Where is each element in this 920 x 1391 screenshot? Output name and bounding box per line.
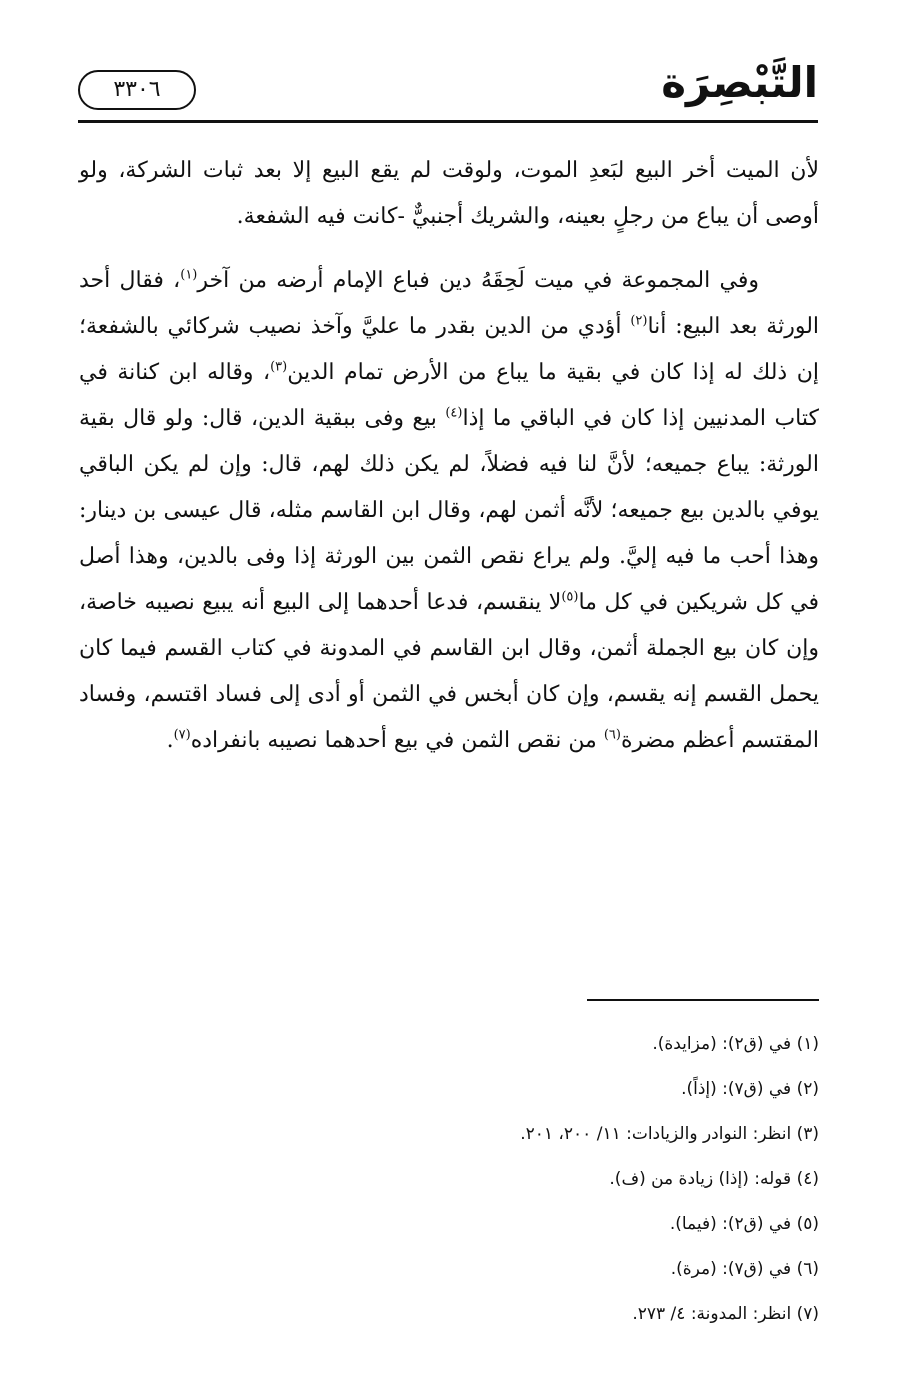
footnote-item: (٥) في (ق٢): (فيما). bbox=[669, 1214, 819, 1234]
footnote-ref-1[interactable]: (١) bbox=[180, 267, 198, 283]
text-segment: بيع وفى ببقية الدين، قال: ولو قال بقية الورثة: يباع جميعه؛ لأنَّ لنا فيه فضلاً، لم يكن ذلك لهم، قال: وإن لم يكن الباقي يوفي بالدين بيع جميعه؛ لأنَّه أثمن لهم، وقال ابن القاسم مثله، قال عيسى بن دينار: وهذا أحب ما فيه إليَّ. ولم يراع نقص الثمن بين الورثة إذا وفى بالدين، وهذا أصل في كل شريكين في كل ما bbox=[79, 406, 819, 615]
text-segment: ، فقال أحد الورثة بعد البيع: أنا bbox=[79, 268, 820, 339]
page-number-badge: ٣٣٠٦ bbox=[78, 70, 196, 110]
footnote-item: (٤) قوله: (إذا) زيادة من (ف). bbox=[609, 1169, 819, 1189]
text-segment: وفي المجموعة في ميت لَحِقَهُ دين فباع الإمام أرضه من آخر bbox=[197, 268, 759, 293]
page-header bbox=[78, 56, 818, 126]
book-title: التَّبْصِرَة bbox=[661, 58, 818, 107]
text-segment: . bbox=[166, 728, 174, 753]
paragraph-2 bbox=[79, 258, 819, 764]
footnote-ref-3[interactable]: (٣) bbox=[270, 359, 288, 375]
text-segment: لا ينقسم، فدعا أحدهما إلى البيع أنه يبيع نصيبه خاصة، وإن كان بيع الجملة أثمن، وقال ابن القاسم في المدونة في كتاب القسم فيما كان يحمل القسم إنه يقسم، وإن كان أبخس في الثمن أو أدى إلى فساد اقتسم، وفساد المقتسم أعظم مضرة bbox=[79, 590, 819, 753]
footnotes-list bbox=[79, 1022, 819, 1337]
footnote-ref-6[interactable]: (٦) bbox=[603, 727, 621, 743]
paragraph-1: لأن الميت أخر البيع لبَعدِ الموت، ولوقت لم يقع البيع إلا بعد ثبات الشركة، ولو أوصى أن يباع من رجلٍ بعينه، والشريك أجنبيٌّ -كانت فيه الشفعة. bbox=[79, 158, 819, 229]
footnote-item: (٣) انظر: النوادر والزيادات: ١١/ ٢٠٠، ٢٠١. bbox=[520, 1124, 819, 1144]
footnote-item: (١) في (ق٢): (مزايدة). bbox=[652, 1034, 819, 1054]
footnote-ref-2[interactable]: (٢) bbox=[630, 313, 648, 329]
footnote-item: (٢) في (ق٧): (إذاً). bbox=[681, 1079, 819, 1099]
footnote-item: (٦) في (ق٧): (مرة). bbox=[670, 1259, 819, 1279]
footnote-divider bbox=[587, 999, 819, 1001]
footnote-ref-4[interactable]: (٤) bbox=[445, 405, 463, 421]
main-text bbox=[79, 148, 819, 782]
text-segment: ، وقاله ابن كنانة في كتاب المدنيين إذا كان في الباقي ما إذا bbox=[79, 360, 820, 431]
footnote-item: (٧) انظر: المدونة: ٤/ ٢٧٣. bbox=[632, 1304, 819, 1324]
header-divider bbox=[78, 120, 818, 123]
text-segment: من نقص الثمن في بيع أحدهما نصيبه بانفراده bbox=[190, 728, 604, 753]
footnote-ref-5[interactable]: (٥) bbox=[561, 589, 579, 605]
text-segment: أؤدي من الدين بقدر ما عليَّ وآخذ نصيب شركائي بالشفعة؛ إن ذلك له إذا كان في بقية ما يباع من الأرض تمام الدين bbox=[79, 314, 819, 385]
footnote-ref-7[interactable]: (٧) bbox=[173, 727, 191, 743]
